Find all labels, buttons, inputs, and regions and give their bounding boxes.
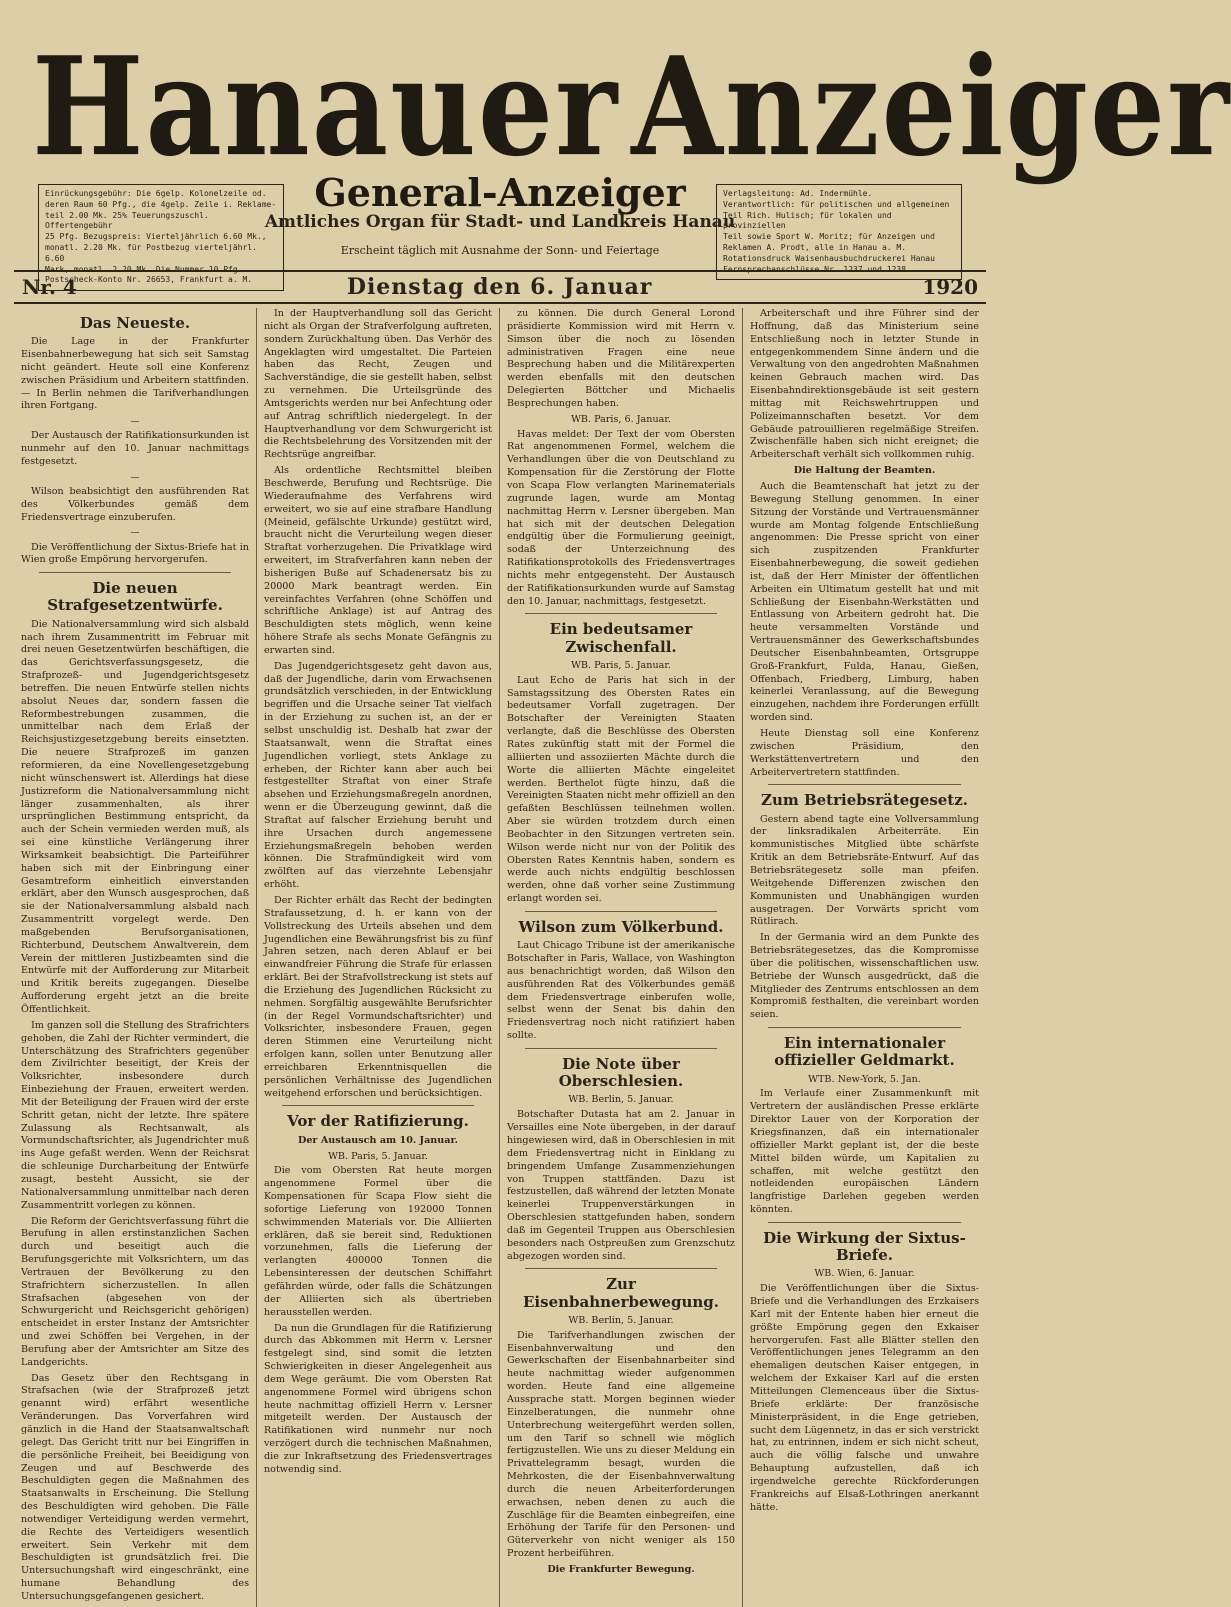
publisher-box: [716, 184, 962, 280]
masthead: [14, 0, 1231, 285]
pricing-line: teil 2.00 Mk. 25% Teuerungszuschl. Offertengebühr: [45, 210, 209, 231]
dateline-byline: WB. Berlin, 5. Januar.: [568, 1314, 674, 1326]
headline: Wilson zum Völkerbund.: [518, 917, 724, 936]
headline: Die Note über Oberschlesien.: [558, 1054, 684, 1091]
paragraph: Die Lage in der Frankfurter Eisenbahnerbewegung hat sich seit Samstag nicht geändert. Heute soll eine Konferenz zwischen Präsidium und Arbeitern stattfinden. — In Berlin nehmen die Tarifverhandlungen ihren Fortgang.: [21, 336, 249, 412]
pricing-line: 25 Pfg. Bezugspreis: Vierteljährlich 6.60 Mk.,: [45, 232, 267, 242]
separator: —: [130, 472, 140, 483]
column-3: [500, 308, 743, 1607]
pricing-line: Postscheck-Konto Nr. 26653, Frankfurt a. M.: [45, 275, 253, 285]
paragraph: Die Tarifverhandlungen zwischen der Eisenbahnverwaltung und den Gewerkschaften der Eisenbahnarbeiter sind heute nachmittag wieder aufgenommen worden. Heute fand eine allgemeine Aussprache statt. Morgen beginnen wieder Einzelberatungen, die nunmehr ohne Unterbrechung weitergeführt werden sollen, um den Tarif so schnell wie möglich fertigzustellen. Wie uns zu dieser Meldung ein Privattelegramm besagt, wurden die Mehrkosten, die der Eisenbahnverwaltung durch die neuen Arbeiterforderungen erwachsen, neben denen zu auch die Zuschläge für die Beamten einbegreifen, eine Erhöhung der Tarife für den Personen- und Güterverkehr von nicht weniger als 150 Prozent herbeiführen.: [507, 1329, 735, 1560]
paragraph: Arbeiterschaft und ihre Führer sind der Hoffnung, daß das Ministerium seine Entschließung noch in letzter Stunde in entgegenkommendem Sinne ändern und die Verwaltung von den angedrohten Maßnahmen keinen Gebrauch machen wird. Das Eisenbahndirektionsgebäude ist seit gestern mittag mit Reichswehrtruppen und Polizeimannschaften besetzt. Vor dem Gebäude patrouillieren regelmäßige Streifen. Zwischenfälle haben sich nicht ereignet; die Arbeiterschaft verhält sich vollkommen ruhig.: [750, 308, 979, 461]
publisher-line: Reklamen A. Prodt, alle in Hanau a. M.: [723, 242, 907, 252]
pricing-line: Einrückungsgebühr: Die 6gelp. Kolonelzeile od.: [45, 189, 267, 198]
paragraph: Das Gesetz über den Rechtsgang in Strafsachen (wie der Strafprozeß jetzt genannt wird) erfährt wesentliche Veränderungen. Das Vorverfahren wird gänzlich in die Hand der Staatsanwaltschaft gelegt. Das Gericht tritt nur bei Eingriffen in die persönliche Freiheit, bei Beeidigung von Zeugen und auf Beschwerde des Beschuldigten gegen die Maßnahmen des Staatsanwalts in Erscheinung. Die Stellung des Beschuldigten wird gehoben. Die Fälle notwendiger Verteidigung werden vermehrt, die Rechte des Verteidigers wesentlich erweitert. Sein Verkehr mit dem Beschuldigten ist grundsätzlich frei. Die Untersuchungshaft wird eingeschränkt, eine humane Behandlung des Untersuchungsgefangenen gesichert.: [21, 1372, 249, 1602]
headline: Das Neueste.: [79, 314, 191, 332]
section-rule: [282, 1105, 474, 1106]
section-rule: [525, 911, 717, 912]
headline: Die Wirkung der Sixtus-Briefe.: [763, 1228, 966, 1265]
paragraph: Laut Echo de Paris hat sich in der Samstagssitzung des Obersten Rates ein bedeutsamer Vorfall zugetragen. Der Botschafter der Vereinigten Staaten verlangte, daß die Beschlüsse des Obersten Rates zukünftig statt mit der Formel die alliierten und assoziierten Mächte durch die Worte die alliierten Mächte eingeleitet werden. Berthelot fügte hinzu, daß die Vereinigten Staaten nicht mehr offiziell an den gefaßten Beschlüssen teilnehmen wollen. Aber sie würden trotzdem durch einen Beobachter in den Sitzungen vertreten sein. Wilson werde nicht nur von der Politik des Obersten Rates Kenntnis haben, sondern es werde auch nichts endgültig beschlossen werden, ohne daß vorher seine Zustimmung erlangt worden sei.: [507, 674, 735, 905]
paragraph: In der Germania wird an dem Punkte des Betriebsrätegesetzes, das die Kompromisse über die politischen, wissenschaftlichen usw. Betriebe der Wunsch ausgedrückt, daß die Mitglieder des Zentrums entschlossen an dem Kompromiß festhalten, die vereinbart worden seien.: [750, 932, 979, 1021]
subtitle: General-Anzeiger: [314, 170, 686, 215]
title-right: Anzeiger: [631, 26, 1231, 187]
pricing-line: deren Raum 60 Pfg., die 4gelp. Zeile i. Reklame-: [45, 199, 277, 209]
paragraph: Die vom Obersten Rat heute morgen angenommene Formel über die Kompensationen für Scapa Flow sieht die sofortige Lieferung von 192000 Tonnen schwimmenden Materials vor. Die Alliierten erklären, daß sie bereit sind, Reduktionen vorzunehmen, falls die Lieferung der verlangten 400000 Tonnen die Lebensinteressen der deutschen Schiffahrt gefährden würde, oder falls die Schätzungen der Alliierten sich als übertrieben herausstellen werden.: [264, 1165, 492, 1318]
section-rule: [39, 572, 231, 573]
dateline-byline: WB. Wien, 6. Januar.: [814, 1268, 915, 1280]
dateline-byline: WB. Paris, 6. Januar.: [571, 413, 671, 425]
section-rule: [768, 1222, 961, 1223]
paragraph: Da nun die Grundlagen für die Ratifizierung durch das Abkommen mit Herrn v. Lersner festgelegt sind, sind somit die letzten Schwierigkeiten in dieser Angelegenheit aus dem Wege geräumt. Die vom Obersten Rat angenommene Formel wird übrigens schon heute nachmittag offiziell Herrn v. Lersner mitgeteilt werden. Der Austausch der Ratifikationen wird nunmehr nur noch verzögert durch die technischen Maßnahmen, die zur Inkraftsetzung des Friedensvertrages notwendig sind.: [264, 1322, 492, 1475]
paragraph: Gestern abend tagte eine Vollversammlung der linksradikalen Arbeiterräte. Ein kommunistisches Mitglied übte schärfste Kritik an dem Betriebsräte-Entwurf. Auf das Betriebsrätegesetz solle man pfeifen. Weitgehende Differenzen zwischen den Kommunisten und Unabhängigen wurden ausgetragen. Der Vorwärts spricht vom Rütlirach.: [750, 813, 979, 928]
column-4: [743, 308, 986, 1607]
paragraph: Wilson beabsichtigt den ausführenden Rat des Völkerbundes gemäß dem Friedensvertrage einzuberufen.: [21, 485, 249, 523]
subheadline: Die Haltung der Beamten.: [793, 465, 936, 477]
paragraph: Im Verlaufe einer Zusammenkunft mit Vertretern der ausländischen Presse erklärte Direktor Lauer von der Korporation der Kriegsfinanzen, daß ein internationaler offizieller Markt geplant ist, der die beste Mittel bilden würde, um Kapitalien zu schaffen, mit welche gestützt den notleidenden europäischen Ländern langfristige Darlehen gegeben werden könnten.: [750, 1088, 979, 1216]
paragraph: In der Hauptverhandlung soll das Gericht nicht als Organ der Strafverfolgung auftreten, sondern Zurückhaltung üben. Das Verhör des Angeklagten wird umgestaltet. Die Parteien haben das Recht, Zeugen und Sachverständige, die sie gestellt haben, selbst zu vernehmen. Die Urteilsgründe des Amtsgerichts werden nur bei Anfechtung oder auf Antrag schriftlich niedergelegt. In der Hauptverhandlung vor dem Schwurgericht ist die Rechtsbelehrung des Vorsitzenden mit der Rechtsrüge angreifbar.: [264, 308, 492, 461]
headline: Zur Eisenbahnerbewegung.: [523, 1275, 719, 1311]
paragraph: Die Nationalversammlung wird sich alsbald nach ihrem Zusammentritt im Februar mit drei neuen Gesetzentwürfen beschäftigen, die das Gerichtsverfassungsgesetz, die Strafprozeß- und Jugendgerichtsgesetz betreffen. Die neuen Entwürfe stellen nichts absolut Neues dar, sondern fassen die Reformbestrebungen zusammen, die unmittelbar nach dem Erlaß der Reichsjustizgesetzgebung bereits einsetzten. Die neuere Strafprozeß im ganzen reformieren, da eine Novellengesetzgebung nicht wünschenswert ist. Allerdings hat diese Justizreform die Nationalversammlung nicht länger zusammenhalten, als ihrer ursprünglichen Bestimmung entspricht, da auch der Schein vermieden werden muß, als sei eine künstliche Verlängerung ihrer Wirksamkeit beabsichtigt. Die Parteiführer haben sich mit der Einbringung einer Gesamtreform einheitlich einverstanden erklärt, aber den Wunsch ausgesprochen, daß sie der Nationalversammlung alsbald nach Zusammentritt vorgelegt werde. Den maßgebenden Berufsorganisationen, Richterbund, Deutschem Anwaltverein, dem Verein der mittleren Justizbeamten sind die Entwürfe mit der Aufforderung zur Mitarbeit und Kritik bereits zugegangen. Dieselbe Aufforderung ergeht jetzt an die breite Öffentlichkeit.: [21, 618, 249, 1016]
headline: Ein bedeutsamer Zwischenfall.: [549, 620, 693, 656]
paragraph: Die Veröffentlichung der Sixtus-Briefe hat in Wien große Empörung hervorgerufen.: [21, 541, 249, 566]
section-rule: [768, 784, 961, 785]
publisher-line: Fernsprechanschlüsse Nr. 1237 und 1238: [723, 264, 907, 274]
dateline-byline: WB. Paris, 5. Januar.: [328, 1150, 428, 1162]
column-1: [14, 308, 257, 1607]
publisher-line: Verantwortlich: für politischen und allgemeinen: [723, 199, 950, 209]
paragraph: Der Richter erhält das Recht der bedingten Strafaussetzung, d. h. er kann von der Vollstreckung des Urteils absehen und dem Jugendlichen eine Bewährungsfrist bis zu fünf Jahren setzen, nach deren Ablauf er bei einwandfreier Führung die Strafe für erlassen erklärt. Bei der Strafvollstreckung ist stets auf die Erziehung des Jugendlichen Rücksicht zu nehmen. Sorgfältig ausgewählte Berufsrichter (in der Regel Vormundschaftsrichter) und Volksrichter, insbesondere Frauen, gegen deren Stimmen eine Verurteilung nicht erfolgen kann, sollen unter Benutzung aller erreichbaren Erkenntnisquellen die persönlichen Verhältnisse des Jugendlichen weitgehend erforschen und berücksichtigen.: [264, 894, 492, 1099]
subheadline: Der Austausch am 10. Januar.: [298, 1134, 458, 1146]
dateline-byline: WB. Berlin, 5. Januar.: [568, 1094, 674, 1106]
paragraph: Das Jugendgerichtsgesetz geht davon aus, daß der Jugendliche, darin vom Erwachsenen grundsätzlich verschieden, in der Entwicklung begriffen und die Ursache seiner Tat vielfach in der Erziehung zu suchen ist, an der er selbst unschuldig ist. Deshalb hat zwar der Staatsanwalt, wenn die Straftat eines Jugendlichen vorliegt, stets Anklage zu erheben, der Richter kann aber auch bei festgestellter Straftat von einer Strafe absehen und Erziehungsmaßregeln anordnen, wenn er die Überzeugung gewinnt, daß die Straftat auf falscher Erziehung beruht und ihre Ursachen durch angemessene Erziehungsmaßregeln behoben werden können. Die Strafmündigkeit wird vom zwölften auf das vierzehnte Lebensjahr erhöht.: [264, 660, 492, 891]
pricing-line: Mark, monatl. 2.20 Mk. Die Nummer 10 Pfg.: [45, 264, 243, 274]
paragraph: Heute Dienstag soll eine Konferenz zwischen Präsidium, den Werkstättenvertretern und den Arbeitervertretern stattfinden.: [750, 728, 979, 778]
headline: Ein internationaler offizieller Geldmarkt.: [774, 1034, 955, 1070]
paragraph: Die Reform der Gerichtsverfassung führt die Berufung in allen erstinstanzlichen Sachen durch und beseitigt auch die Berufungsgerichte mit Volksrichtern, um das Vertrauen der Bevölkerung zu den Strafrichtern sicherzustellen. In allen Strafsachen (abgesehen von der Schwurgericht und Reichsgericht gehörigen) entscheidet in erster Instanz der Amtsrichter und zwei Schöffen bei Vergehen, in der Berufung aber der Amtsrichter am Sitze des Landgerichts.: [21, 1215, 249, 1368]
section-rule: [525, 1048, 717, 1049]
issue-date: Dienstag den 6. Januar: [346, 274, 653, 300]
title-row: [14, 26, 1231, 187]
headline: Vor der Ratifizierung.: [287, 1112, 469, 1131]
publisher-line: Teil sowie Sport W. Moritz; für Anzeigen und: [723, 232, 935, 242]
paragraph: Die Veröffentlichungen über die Sixtus-Briefe und die Verhandlungen des Erzkaisers Karl mit der Entente haben hier erneut die größte Empörung gegen den Exkaiser hervorgerufen. Fast alle Blätter stellen den Veröffentlichungen jenes Telegramm an den ehemaligen deutschen Kaiser entgegen, in welchem der Exkaiser Karl auf die ersten Mitteilungen Clemenceaus über die Sixtus-Briefe erklärte: Der französische Ministerpräsident, in die Enge getrieben, sucht dem Lügennetz, in das er sich verstrickt hat, zu entrinnen, indem er sich nicht scheut, auch die völlig falsche und unwahre Behauptung aufzustellen, daß ich irgendwelche gerechte Rückforderungen Frankreichs auf Elsaß-Lothringen anerkannt hätte.: [750, 1283, 979, 1513]
dateline-byline: WTB. New-York, 5. Jan.: [808, 1073, 921, 1085]
publisher-line: Verlagsleitung: Ad. Indermühle.: [723, 189, 873, 198]
official-line: Amtliches Organ für Stadt- und Landkreis Hanau: [264, 212, 736, 232]
paragraph: Botschafter Dutasta hat am 2. Januar in Versailles eine Note übergeben, in der darauf hingewiesen wird, daß in Oberschlesien in mit dem Friedensvertrag nicht in Einklang zu bringendem Umfange Zusammenziehungen von Truppen stattfänden. Dazu ist festzustellen, daß während der letzten Monate keinerlei Truppenverstärkungen in Oberschlesien stattgefunden haben, sondern daß im Gegenteil Truppen aus Oberschlesien besonders nach Ostpreußen zum Grenzschutz abgezogen worden sind.: [507, 1109, 735, 1262]
section-rule: [525, 613, 717, 614]
paragraph: zu können. Die durch General Lorond präsidierte Kommission wird mit Herrn v. Simson über die noch zu lösenden administrativen Fragen eine neue Besprechung haben und die Militärexperten werden ebenfalls mit den deutschen Delegierten Böttcher und Michaelis Besprechungen haben.: [507, 308, 735, 409]
separator: —: [130, 417, 140, 428]
separator: —: [130, 528, 140, 539]
title-left: Hanauer: [32, 26, 620, 187]
subheadline: Die Frankfurter Bewegung.: [547, 1563, 695, 1575]
publisher-line: Rotationsdruck Waisenhausbuchdruckerei Hanau: [723, 253, 935, 263]
paragraph: Havas meldet: Der Text der vom Obersten Rat angenommenen Formel, welchem die Verhandlungen über die von Deutschland zu Kompensation für die Zerstörung der Flotte von Scapa Flow verlangten Marinematerials zugrunde lagen, wurde am Montag nachmittag Herrn v. Lersner übergeben. Man hat sich mit der deutschen Delegation endgültig über die Formulierung geeinigt, sodaß der Unterzeichnung des Ratifikationsprotokolls des Friedensvertrages nichts mehr entgegensteht. Der Austausch der Ratifikationsurkunden wurde auf Samstag den 10. Januar, nachmittags, festgesetzt.: [507, 428, 735, 607]
paragraph: Der Austausch der Ratifikationsurkunden ist nunmehr auf den 10. Januar nachmittags festgesetzt.: [21, 430, 249, 468]
dateline-byline: WB. Paris, 5. Januar.: [571, 659, 671, 671]
article-columns: [14, 308, 986, 1602]
section-rule: [768, 1027, 961, 1028]
schedule-line: Erscheint täglich mit Ausnahme der Sonn- und Feiertage: [340, 244, 660, 257]
headline: Die neuen Strafgesetzentwürfe.: [47, 579, 223, 615]
paragraph: Laut Chicago Tribune ist der amerikanische Botschafter in Paris, Wallace, von Washington aus benachrichtigt worden, daß Wilson den ausführenden Rat des Völkerbundes gemäß dem Friedensvertrage einberufen wolle, selbst wenn der Senat bis dahin den Friedensvertrag noch nicht ratifiziert haben sollte.: [507, 940, 735, 1042]
issue-number: Nr. 4: [22, 275, 77, 299]
paragraph: Als ordentliche Rechtsmittel bleiben Beschwerde, Berufung und Rechtsrüge. Die Wiederaufnahme des Verfahrens wird erweitert, wo sie auf eine strafbare Handlung (Meineid, gefälschte Urkunde) gestützt wird, braucht nicht die Verurteilung wegen dieser Straftat vorherzugehen. Die Privatklage wird erweitert, im Strafverfahren kann neben der bisherigen Buße auf Schadenersatz bis zu 20000 Mark beantragt werden. Ein vereinfachtes Verfahren (ohne Schöffen und schriftliche Anklage) ist auf Antrag des Beschuldigten stets möglich, wenn keine höhere Strafe als sechs Monate Gefängnis zu erwarten sind.: [264, 465, 492, 656]
publisher-line: Teil Rich. Hulisch; für lokalen und provinziellen: [723, 210, 892, 231]
issue-year: 1920: [922, 275, 978, 299]
paragraph: Im ganzen soll die Stellung des Strafrichters gehoben, die Zahl der Richter vermindert, die Unterschätzung des Strafrichters gegenüber dem Zivilrichter beseitigt, der Kreis der Volksrichter, insbesondere durch Einbeziehung der Frauen, erweitert werden. Mit der Beteiligung der Frauen wird der erste Schritt getan, nicht der letzte. Ihre spätere Zulassung als Rechtsanwalt, als Vormundschaftsrichter, als Jugendrichter muß ins Auge gefaßt werden. Wenn der Reichsrat die schleunige Durcharbeitung der Entwürfe zusagt, besteht Aussicht, sie der Nationalversammlung unmittelbar nach deren Zusammentritt vorlegen zu können.: [21, 1019, 249, 1211]
pricing-line: monatl. 2.20 Mk. für Postbezug vierteljährl. 6.60: [45, 242, 257, 263]
headline: Zum Betriebsrätegesetz.: [761, 791, 968, 810]
dateline: [14, 270, 986, 304]
section-rule: [525, 1268, 717, 1269]
paragraph: Auch die Beamtenschaft hat jetzt zu der Bewegung Stellung genommen. In einer Sitzung der Vorstände und Vertrauensmänner wurde am Montag folgende Entschließung angenommen: Die Presse spricht von einer sich zuspitzenden Frankfurter Eisenbahnerbewegung, die soweit gediehen ist, daß der Herr Minister der öffentlichen Arbeiten ein Ultimatum gestellt hat und mit Schließung der Eisenbahn-Werkstätten und Entlassung von Arbeitern gedroht hat. Die heute versammelten Vorstände und Vertrauensmänner des Gewerkschaftsbundes Deutscher Eisenbahnbeamten, Ortsgruppe Groß-Frankfurt, Fulda, Hanau, Gießen, Offenbach, Friedberg, Limburg, haben keinerlei Veranlassung, auf die Bewegung einzugehen, nachdem ihre Forderungen erfüllt worden sind.: [750, 480, 979, 724]
column-2: [257, 308, 500, 1607]
